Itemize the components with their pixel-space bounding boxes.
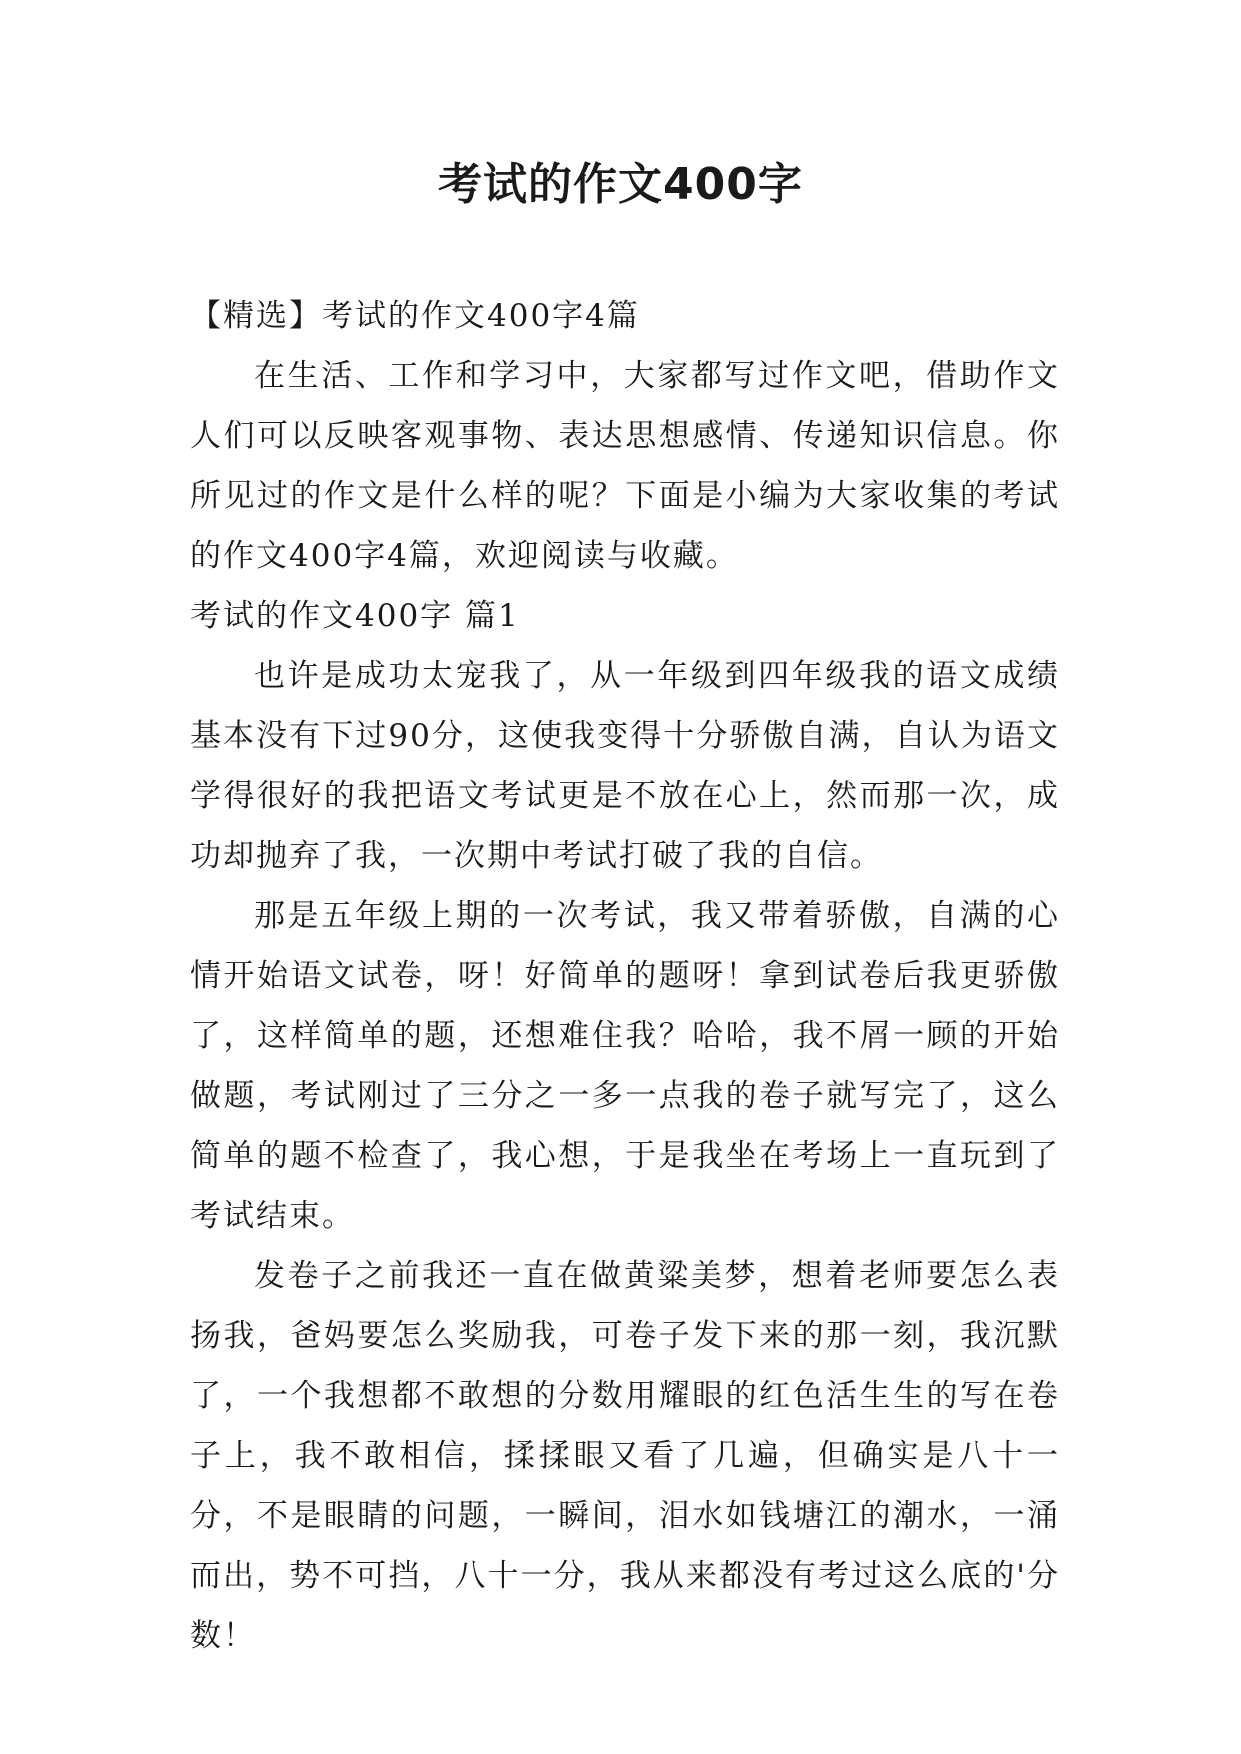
body-paragraph: 发卷子之前我还一直在做黄粱美梦，想着老师要怎么表扬我，爸妈要怎么奖励我，可卷子发下来的那一刻，我沉默了，一个我想都不敢想的分数用耀眼的红色活生生的写在卷子上，我不敢相信，揉揉眼又看了几遍，但确实是八十一分，不是眼睛的问题，一瞬间，泪水如钱塘江的潮水，一涌而出，势不可挡，八十一分，我从来都没有考过这么底的'分数！ xyxy=(190,1258,1060,1654)
document-title: 考试的作文400字 xyxy=(438,159,803,210)
body-paragraph: 那是五年级上期的一次考试，我又带着骄傲，自满的心情开始语文试卷，呀！好简单的题呀！拿到试卷后我更骄傲了，这样简单的题，还想难住我？哈哈，我不屑一顾的开始做题，考试刚过了三分之一多一点我的卷子就写完了，这么简单的题不检查了，我心想，于是我坐在考场上一直玩到了考试结束。 xyxy=(190,898,1060,1234)
document-body xyxy=(190,286,1060,1666)
body-paragraph: 也许是成功太宠我了，从一年级到四年级我的语文成绩基本没有下过90分，这使我变得十分骄傲自满，自认为语文学得很好的我把语文考试更是不放在心上，然而那一次，成功却抛弃了我，一次期中考试打破了我的自信。 xyxy=(190,658,1060,874)
intro-paragraph: 在生活、工作和学习中，大家都写过作文吧，借助作文人们可以反映客观事物、表达思想感情、传递知识信息。你所见过的作文是什么样的呢？下面是小编为大家收集的考试的作文400字4篇，欢迎阅读与收藏。 xyxy=(190,358,1060,574)
section-heading: 考试的作文400字 篇1 xyxy=(190,598,520,634)
document-subtitle: 【精选】考试的作文400字4篇 xyxy=(190,298,640,334)
